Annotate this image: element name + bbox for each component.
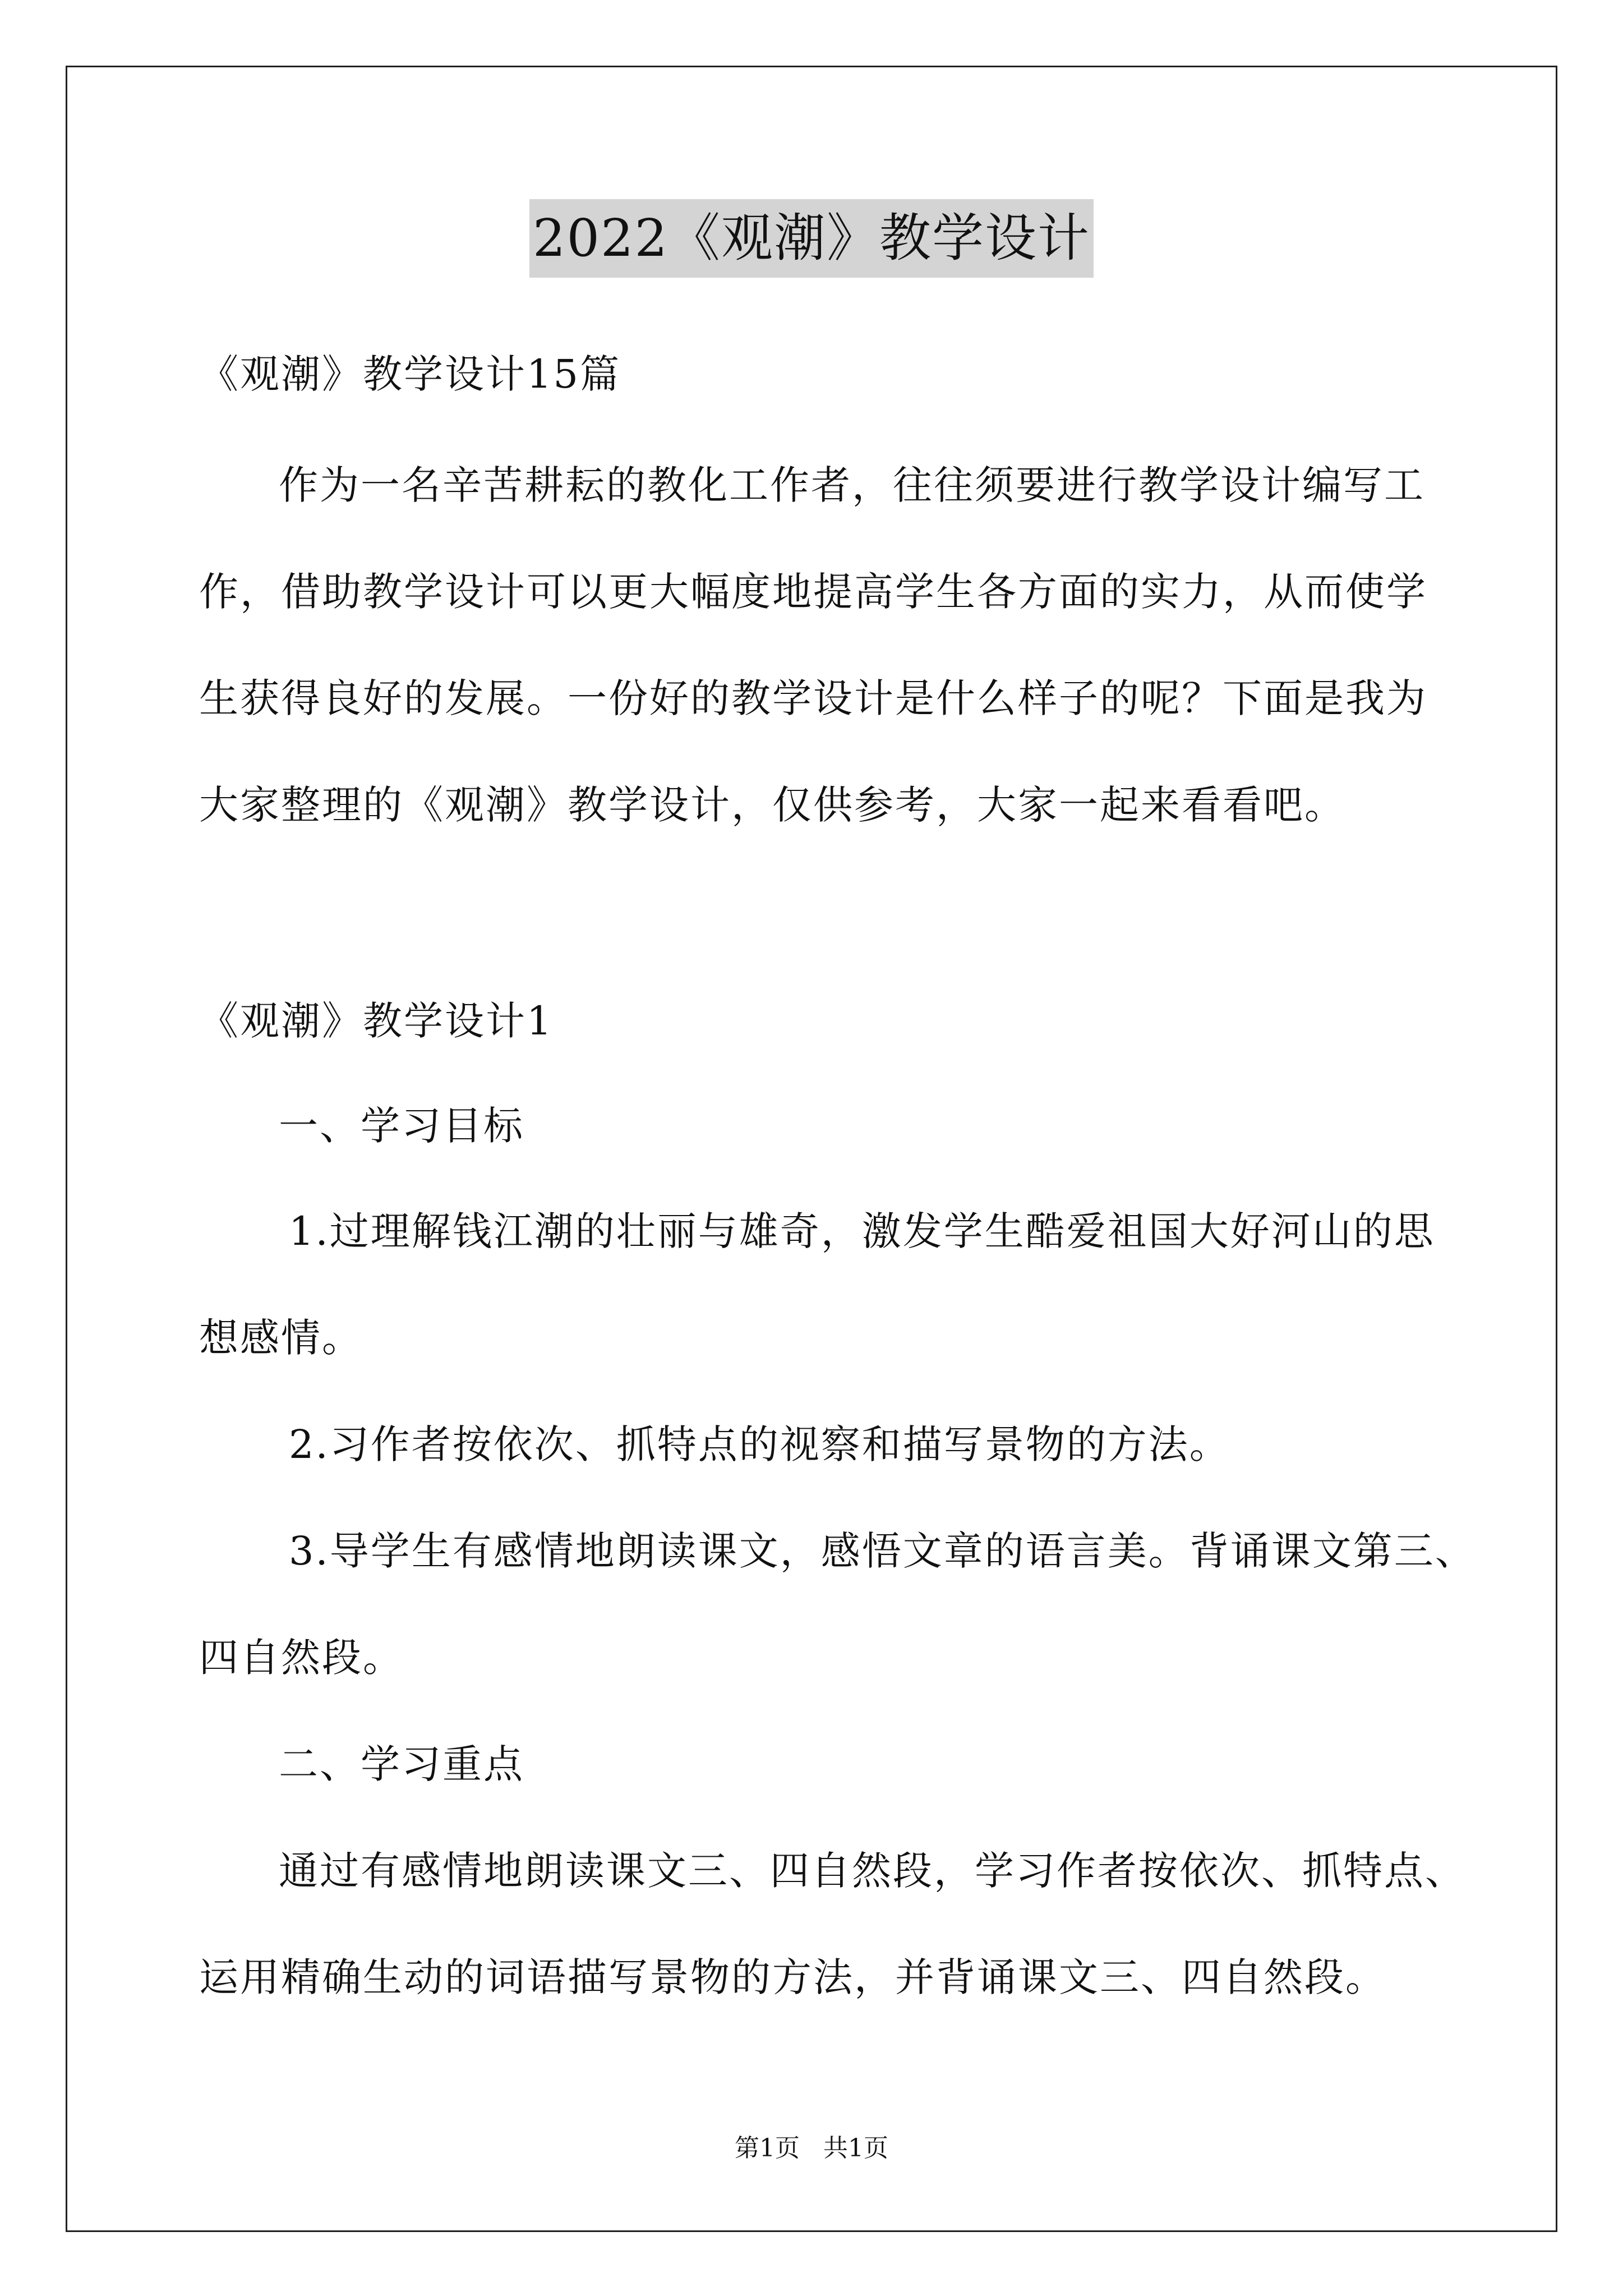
intro-line-3: 生获得良好的发展。一份好的教学设计是什么样子的呢？下面是我为 xyxy=(199,675,1427,721)
focus-line-1: 通过有感情地朗读课文三、四自然段，学习作者按依次、抓特点、 xyxy=(279,1848,1466,1894)
goal-3-line-2: 四自然段。 xyxy=(199,1635,404,1681)
goals-heading: 一、学习目标 xyxy=(279,1103,524,1149)
title-container xyxy=(0,199,1623,278)
focus-line-2: 运用精确生动的词语描写景物的方法，并背诵课文三、四自然段。 xyxy=(199,1954,1386,2000)
focus-heading: 二、学习重点 xyxy=(279,1741,524,1787)
goal-3-line-1: 3.导学生有感情地朗读课文，感悟文章的语言美。背诵课文第三、 xyxy=(289,1528,1476,1574)
page-footer: 第1页 共1页 xyxy=(735,2134,888,2162)
intro-line-1: 作为一名辛苦耕耘的教化工作者，往往须要进行教学设计编写工 xyxy=(279,462,1425,508)
document-title: 2022《观潮》教学设计 xyxy=(529,199,1094,278)
intro-line-4: 大家整理的《观潮》教学设计，仅供参考，大家一起来看看吧。 xyxy=(199,782,1345,828)
section-heading: 《观潮》教学设计1 xyxy=(199,998,554,1044)
intro-line-2: 作，借助教学设计可以更大幅度地提高学生各方面的实力，从而使学 xyxy=(199,569,1427,615)
document-subtitle: 《观潮》教学设计15篇 xyxy=(199,351,621,397)
goal-2: 2.习作者按依次、抓特点的视察和描写景物的方法。 xyxy=(289,1421,1230,1467)
goal-1-line-1: 1.过理解钱江潮的壮丽与雄奇，激发学生酷爱祖国大好河山的思 xyxy=(289,1208,1435,1254)
goal-1-line-2: 想感情。 xyxy=(199,1315,363,1361)
